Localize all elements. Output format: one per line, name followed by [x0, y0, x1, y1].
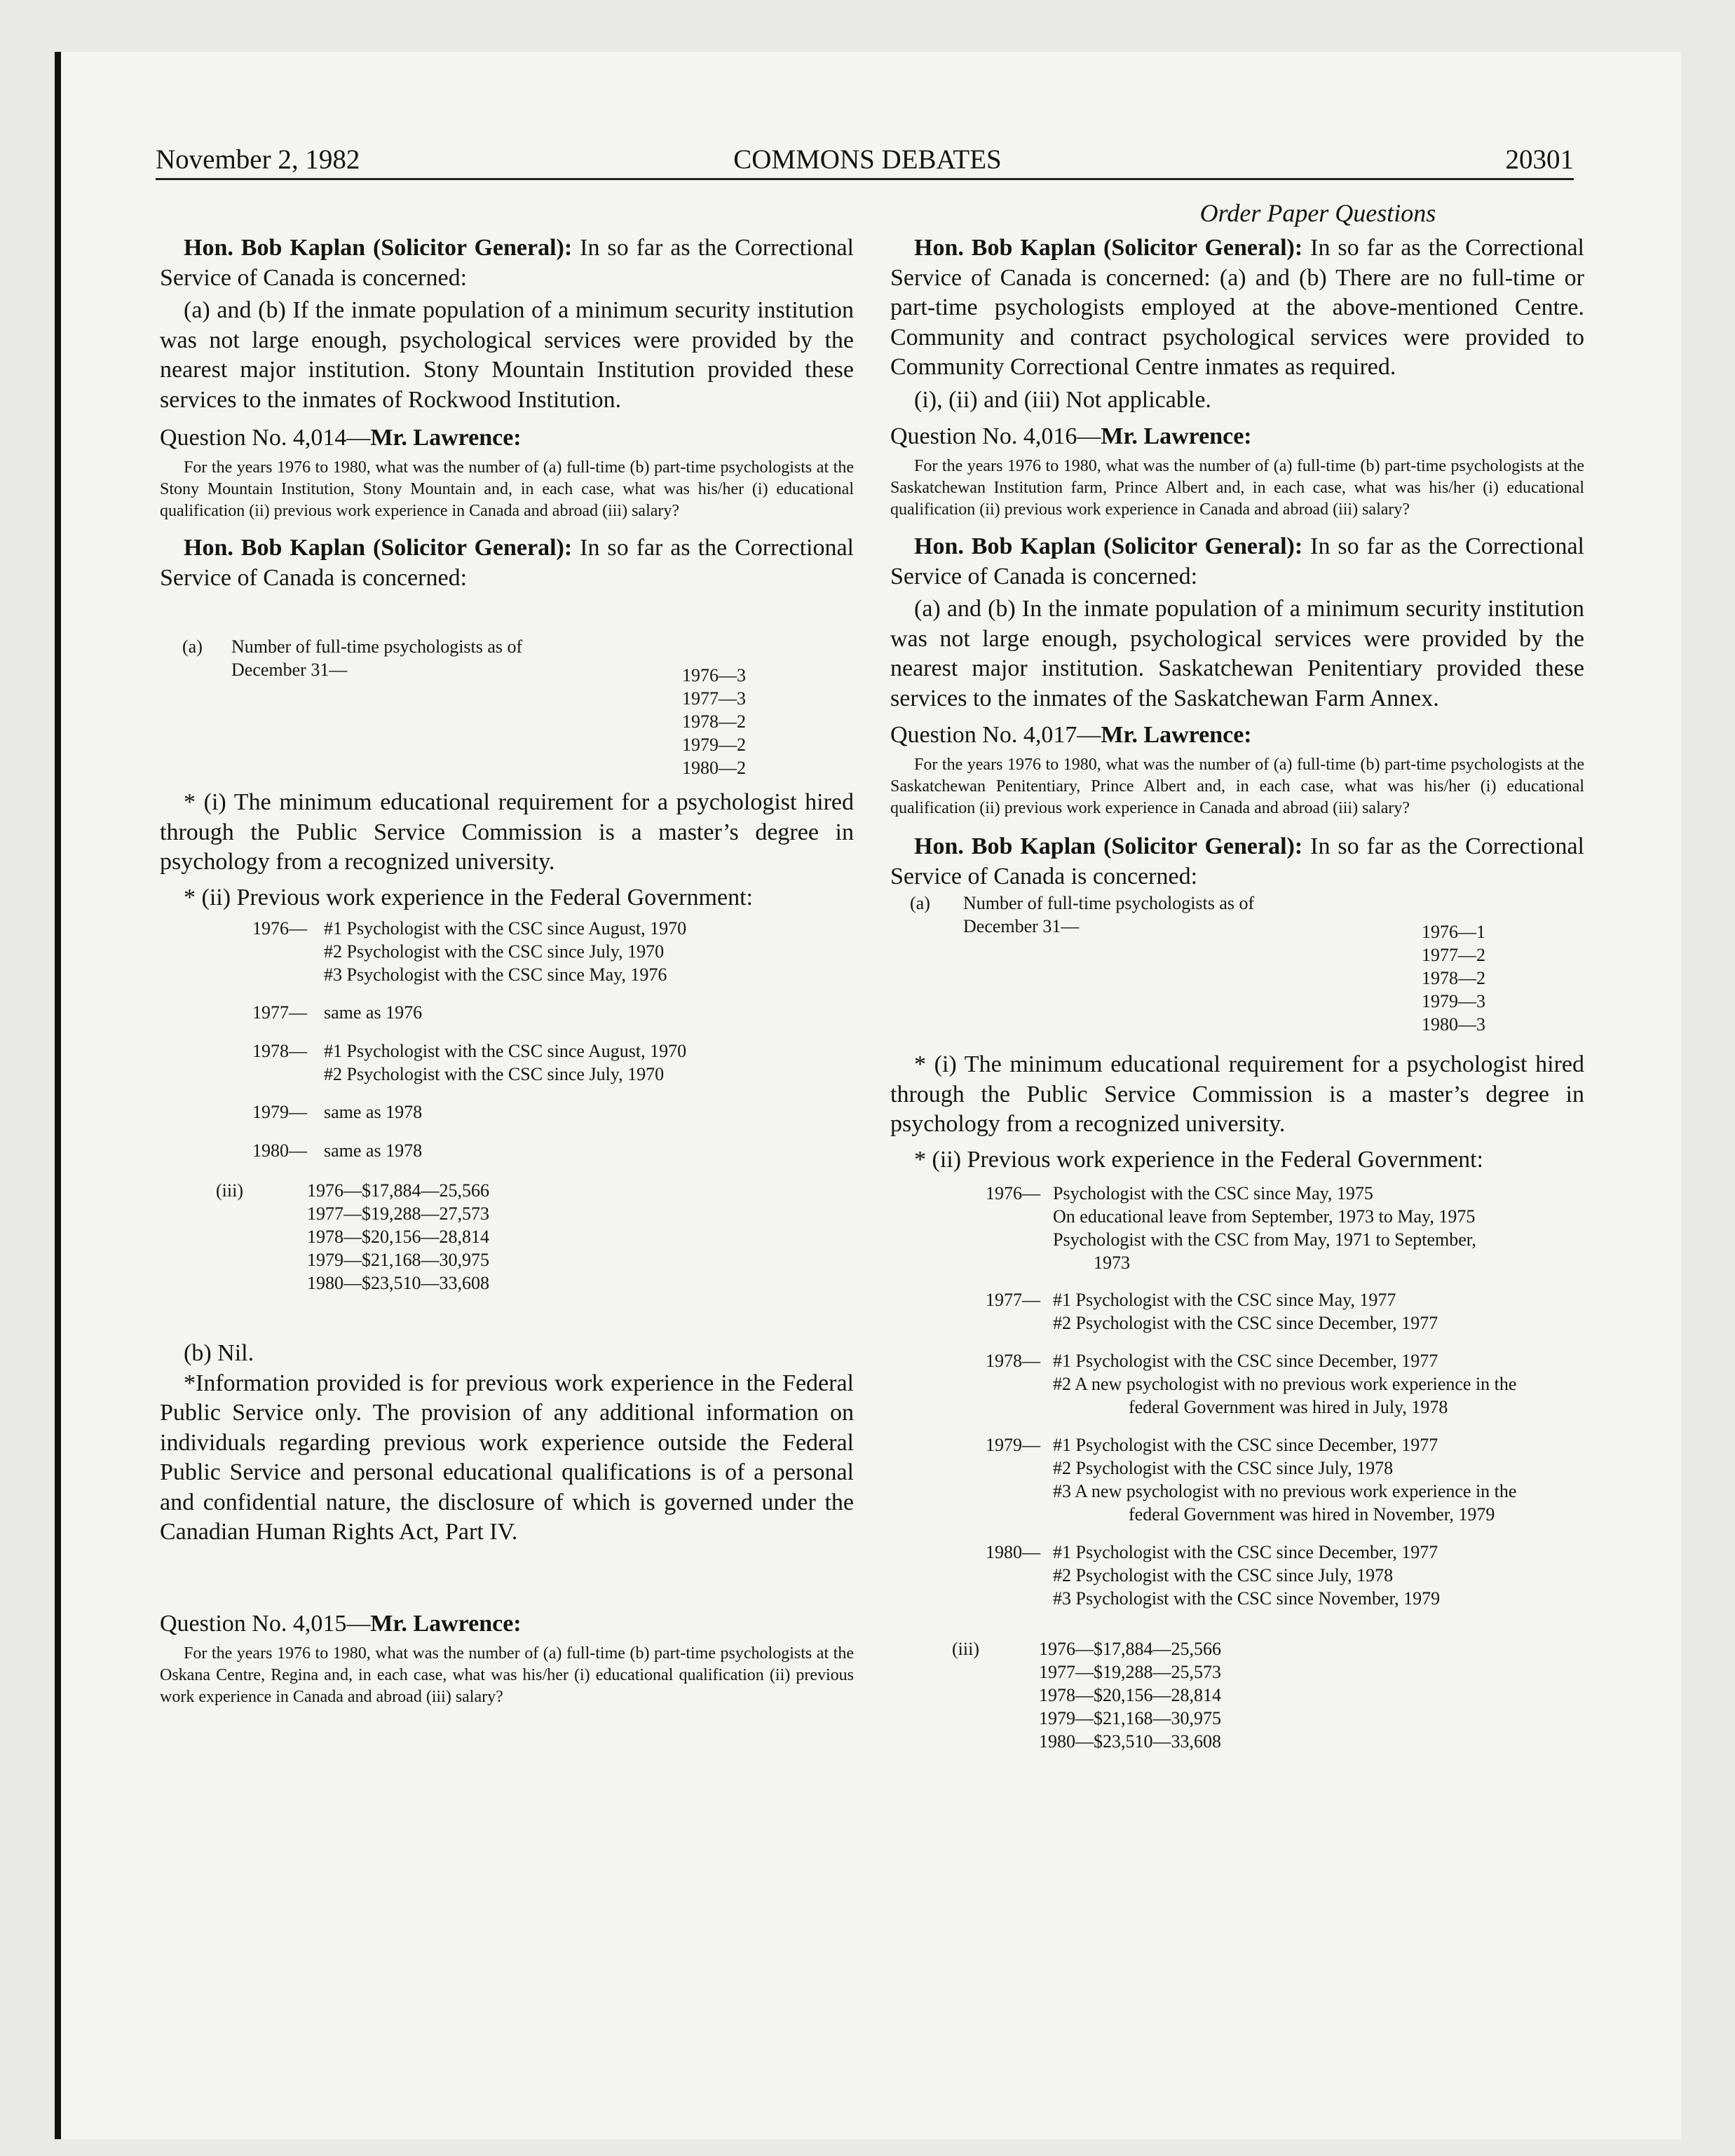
- answer-4014-footnote: *Information provided is for previous work experience in the Federal Public Service only. The provision of any additional information on individuals regarding previous work experience outside the Federal Public Service and personal educational qualifications is of a personal and confidential nature, the disclosure of which is governed under the Canadian Human Rights Act, Part IV.: [160, 1370, 854, 1545]
- question-4014-heading: Question No. 4,014—Mr. Lawrence:: [160, 425, 522, 451]
- answer-4014-education: * (i) The minimum educational requirement for a psychologist hired through the Public Service Commission is a master’s degree in psychology from a recognized university.: [160, 789, 854, 875]
- question-4015-text: For the years 1976 to 1980, what was the number of (a) full-time (b) part-time psychologists at the Oskana Centre, Regina and, in each case, what was his/her (i) educational qualification (ii) previous work experience in Canada and abroad (iii) salary?: [160, 1644, 854, 1706]
- question-4016-heading: Question No. 4,016—Mr. Lawrence:: [890, 423, 1252, 449]
- question-4017-text: For the years 1976 to 1980, what was the number of (a) full-time (b) part-time psychologists at the Saskatchewan Penitentiary, Prince Albert and, in each case, what was his/her (i) educational qualification (ii) previous work experience in Canada and abroad (iii) salary?: [890, 756, 1584, 817]
- speaker-name: Hon. Bob Kaplan (Solicitor General):: [914, 833, 1303, 859]
- speaker-name: Hon. Bob Kaplan (Solicitor General):: [914, 533, 1303, 559]
- answer-4014-b-nil: (b) Nil.: [184, 1340, 254, 1366]
- answer-4016-intro: Hon. Bob Kaplan (Solicitor General): In so far as the Correctional Service of Canada is concerned:: [890, 533, 1585, 589]
- left-column: [160, 233, 854, 1708]
- answer-4014-intro: Hon. Bob Kaplan (Solicitor General): In so far as the Correctional Service of Canada is concerned:: [160, 535, 855, 591]
- answer-4017-experience: 1976— Psychologist with the CSC since May, 1975 On educational leave from September, 1973 to May, 1975 Psychologist with the CSC from May, 1971 to September, 1973 1977— #1 Psychologist with the CSC since May, 1977 #2 Psychologist with the CSC since December, 1977 1978— #1 Psychologist with the CSC since December, 1977 #2 A new psychologist with no previous work experience in the federal Government was hired in July, 1978 1979— #1 Psychologist with the CSC since December, 1977 #2 Psychologist with the CSC since July, 1978 #3 A new psychologist with no previous work experience in the federal Government was hired in November, 1979 1980— #1 Psychologist with the CSC since December, 1977 #2 Psychologist with the CSC since July, 1978 #3 Psychologist with the CSC since November, 1979: [986, 1183, 1517, 1609]
- right-column: [890, 233, 1584, 1756]
- header-rule: [156, 178, 1574, 180]
- answer-4014-counts: (a) Number of full-time psychologists as of December 31— 1976—3 1977—3 1978—2 1979—2 1980—2: [182, 636, 746, 778]
- binding-edge: [55, 52, 61, 2139]
- answer-4014-salaries: (iii) 1976—$17,884—25,566 1977—$19,288—27,573 1978—$20,156—28,814 1979—$21,168—30,975 1980—$23,510—33,608: [216, 1180, 489, 1293]
- question-4016-text: For the years 1976 to 1980, what was the number of (a) full-time (b) part-time psychologists at the Saskatchewan Institution farm, Prince Albert and, in each case, what was his/her (i) educational qualification (ii) previous work experience in Canada and abroad (iii) salary?: [890, 457, 1584, 519]
- question-4014-text: For the years 1976 to 1980, what was the number of (a) full-time (b) part-time psychologists at the Stony Mountain Institution, Stony Mountain and, in each case, what was his/her (i) educational qualification (ii) previous work experience in Canada and abroad (iii) salary?: [160, 458, 854, 520]
- speaker-name: Hon. Bob Kaplan (Solicitor General):: [914, 235, 1303, 261]
- answer-4017-education: * (i) The minimum educational requirement for a psychologist hired through the Public Service Commission is a master’s degree in psychology from a recognized university.: [890, 1051, 1584, 1137]
- speaker-name: Hon. Bob Kaplan (Solicitor General):: [184, 535, 573, 561]
- answer-4016-body: (a) and (b) In the inmate population of a minimum security institution was not large enough, psychological services were provided by the nearest major institution. Saskatchewan Penitentiary provided these services to the inmates of the Saskatchewan Farm Annex.: [890, 596, 1584, 711]
- answer-4014-prev-heading: * (ii) Previous work experience in the Federal Government:: [184, 884, 753, 910]
- section-title: Order Paper Questions: [1199, 199, 1436, 227]
- header-date: November 2, 1982: [156, 144, 360, 175]
- answer-4017-prev-heading: * (ii) Previous work experience in the Federal Government:: [914, 1146, 1483, 1173]
- answer-4017-counts: (a) Number of full-time psychologists as of December 31— 1976—1 1977—2 1978—2 1979—3 1980—3: [910, 893, 1485, 1035]
- header-title: COMMONS DEBATES: [733, 144, 1002, 175]
- answer-4017-intro: Hon. Bob Kaplan (Solicitor General): In so far as the Correctional Service of Canada is concerned:: [890, 833, 1585, 889]
- answer-4014-experience: 1976— #1 Psychologist with the CSC since August, 1970 #2 Psychologist with the CSC since July, 1970 #3 Psychologist with the CSC since May, 1976 1977— same as 1976 1978— #1 Psychologist with the CSC since August, 1970 #2 Psychologist with the CSC since July, 1970 1979— same as 1978 1980— same as 1978: [252, 918, 687, 1161]
- question-4015-heading: Question No. 4,015—Mr. Lawrence:: [160, 1610, 522, 1637]
- speaker-name: Hon. Bob Kaplan (Solicitor General):: [184, 235, 573, 261]
- question-4017-heading: Question No. 4,017—Mr. Lawrence:: [890, 722, 1252, 748]
- header-page-number: 20301: [1505, 144, 1574, 175]
- answer-4015: Hon. Bob Kaplan (Solicitor General): In so far as the Correctional Service of Canada is concerned: (a) and (b) There are no full-time or part-time psychologists employed at the above-mentioned Centre. Community and contract psychological services were provided to Community Correctional Centre inmates as required.: [890, 235, 1585, 380]
- answer-4015-not-applicable: (i), (ii) and (iii) Not applicable.: [914, 386, 1211, 413]
- answer-4017-salaries: (iii) 1976—$17,884—25,566 1977—$19,288—25,573 1978—$20,156—28,814 1979—$21,168—30,975 1980—$23,510—33,608: [952, 1639, 1221, 1752]
- answer-4013-intro: Hon. Bob Kaplan (Solicitor General): In so far as the Correctional Service of Canada is concerned:: [160, 235, 855, 291]
- answer-4013-body: (a) and (b) If the inmate population of a minimum security institution was not large enough, psychological services were provided by the nearest major institution. Stony Mountain Institution provided these services to the inmates of Rockwood Institution.: [160, 297, 854, 413]
